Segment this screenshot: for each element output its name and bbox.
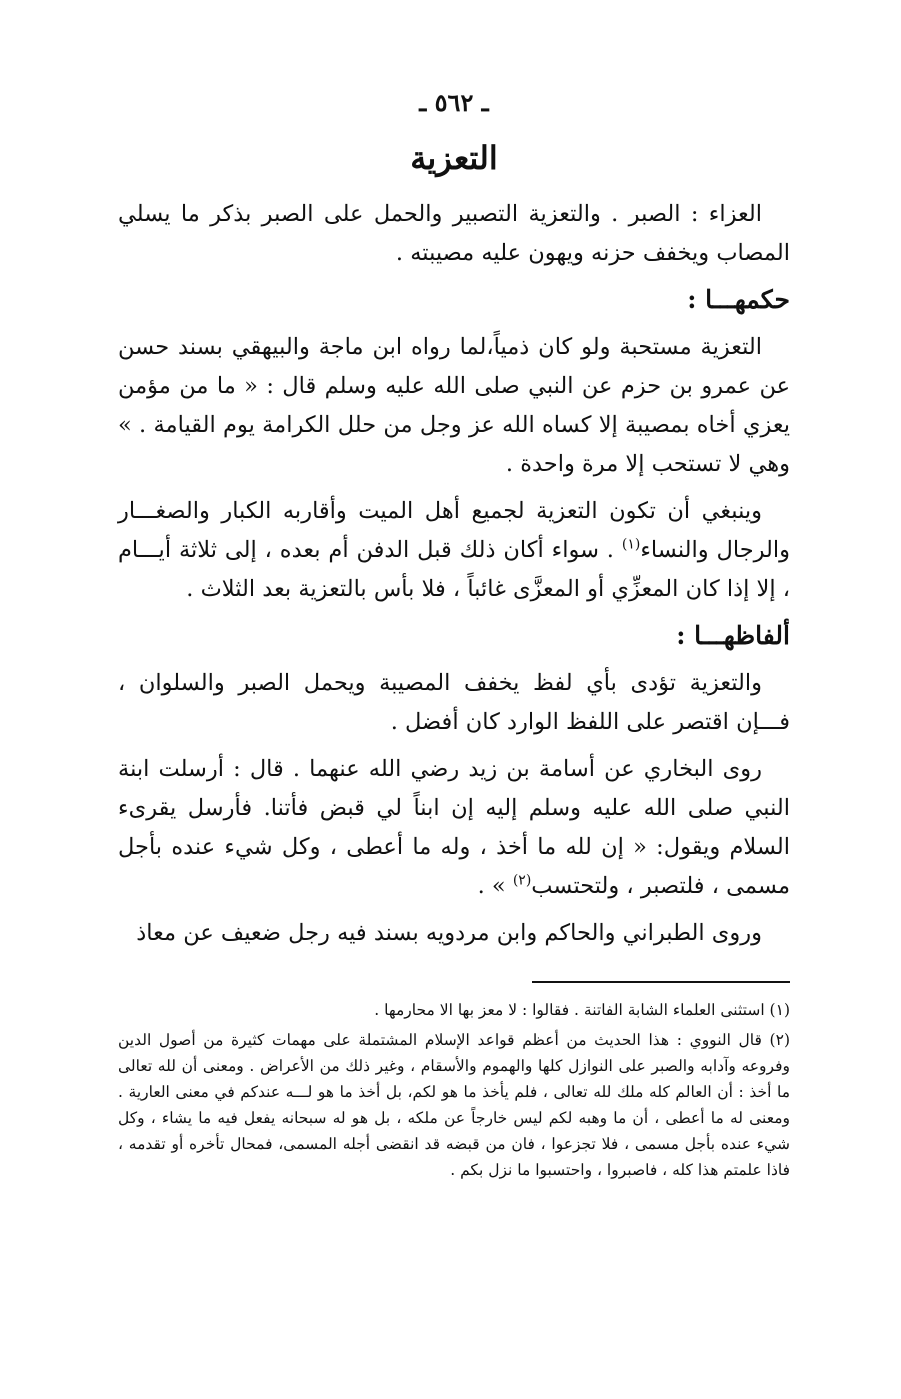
section-heading-wording: ألفاظهـــا :	[676, 621, 790, 650]
footnote-1: (١) استثنى العلماء الشابة الفاتنة . فقالوا : لا معز بها الا محارمها .	[374, 1001, 790, 1019]
ruling-paragraph-2	[118, 492, 790, 609]
page-title: التعزية	[410, 139, 498, 177]
page-number: ـ ٥٦٢ ـ	[419, 88, 489, 117]
wording-paragraph-2	[118, 750, 790, 906]
footnote-ref-2: (٢)	[512, 872, 532, 889]
intro-paragraph: العزاء : الصبر . والتعزية التصبير والحمل على الصبر بذكر ما يسلي المصاب ويخفف حزنه ويهون عليه مصيبته .	[118, 201, 790, 266]
ruling-paragraph-2-text-b: . سواء أكان ذلك قبل الدفن أم بعده ، إلى ثلاثة أيـــام ، إلا إذا كان المعزِّي أو المعزَّى غائباً ، فلا بأس بالتعزية بعد الثلاث .	[118, 537, 790, 602]
wording-paragraph-2-text-b: » .	[477, 873, 513, 899]
footnote-2: (٢) قال النووي : هذا الحديث من أعظم قواعد الإسلام المشتملة على مهمات كثيرة من أصول الدين وفروعه وآدابه والصبر على النوازل كلها والهموم والأسقام ، وغير ذلك من الأعراض . ومعنى أن لله تعالى ما أخذ : أن العالم كله ملك لله تعالى ، فلم يأخذ ما هو لكم، بل أخذ ما هو لـــه عندكم في معنى العارية . ومعنى له ما أعطى ، أن ما وهبه لكم ليس خارجاً عن ملكه ، بل هو له سبحانه يفعل فيه ما يشاء ، وكل شيء عنده بأجل مسمى ، فلا تجزعوا ، فان من قبضه قد انقضى أجله المسمى، فمحال تأخره أو تقدمه ، فاذا علمتم هذا كله ، فاصبروا ، واحتسبوا ما نزل بكم .	[118, 1031, 790, 1179]
wording-paragraph-1: والتعزية تؤدى بأي لفظ يخفف المصيبة ويحمل الصبر والسلوان ، فـــإن اقتصر على اللفظ الوارد كان أفضل .	[118, 670, 790, 735]
footnote-divider	[532, 981, 790, 983]
footnote-ref-1: (١)	[621, 536, 641, 553]
ruling-paragraph-2-text-a: وينبغي أن تكون التعزية لجميع أهل الميت وأقاربه الكبار والصغـــار والرجال والنساء	[118, 498, 790, 563]
ruling-paragraph-1: التعزية مستحبة ولو كان ذمياً،لما رواه ابن ماجة والبيهقي بسند حسن عن عمرو بن حزم عن النبي صلى الله عليه وسلم قال : « ما من مؤمن يعزي أخاه بمصيبة إلا كساه الله عز وجل من حلل الكرامة يوم القيامة . » وهي لا تستحب إلا مرة واحدة .	[118, 334, 790, 477]
wording-paragraph-2-text-a: روى البخاري عن أسامة بن زيد رضي الله عنهما . قال : أرسلت ابنة النبي صلى الله عليه وسلم إليه إن ابناً لي قبض فأتنا. فأرسل يقرىء السلام ويقول: « إن لله ما أخذ ، وله ما أعطى ، وكل شيء عنده بأجل مسمى ، فلتصبر ، ولتحتسب	[118, 756, 790, 899]
section-heading-ruling: حكمهـــا :	[687, 285, 790, 314]
wording-paragraph-3: وروى الطبراني والحاكم وابن مردويه بسند فيه رجل ضعيف عن معاذ	[136, 920, 762, 946]
book-page	[118, 88, 790, 1187]
